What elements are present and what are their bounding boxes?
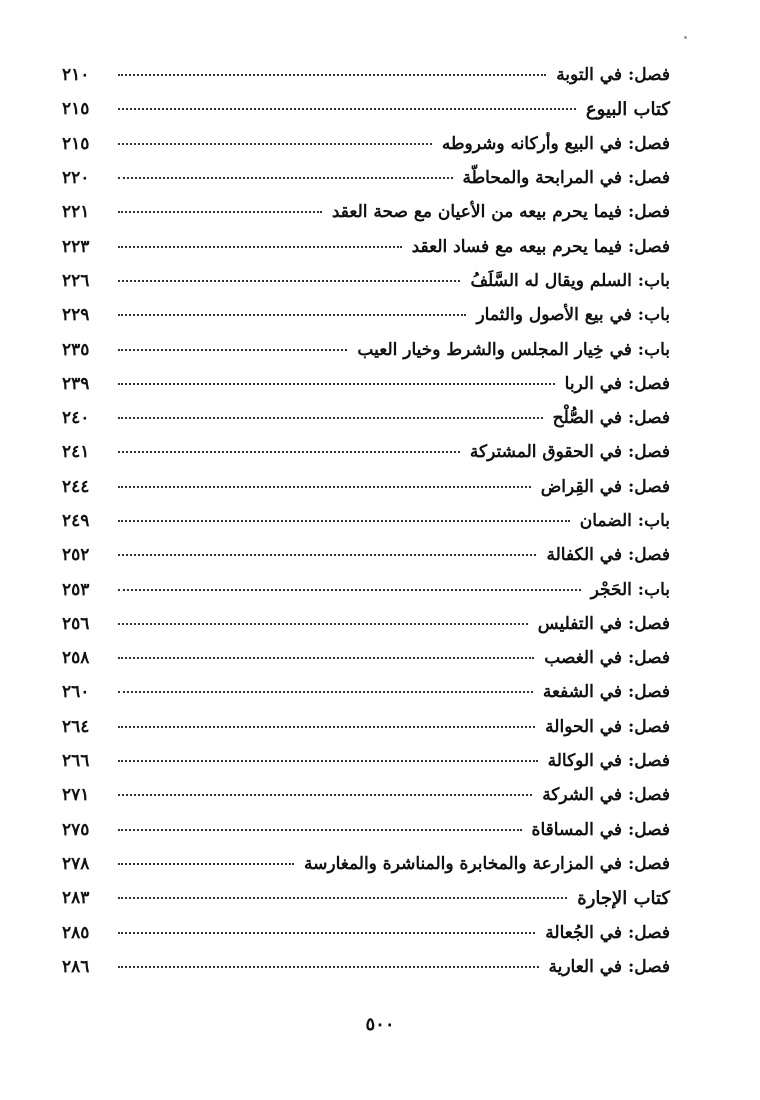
toc-entry-page: ٢٣٩ — [62, 373, 90, 394]
toc-entry — [62, 401, 670, 435]
toc-entry — [62, 127, 670, 161]
toc-entry — [62, 744, 670, 778]
toc-entry-page: ٢١٠ — [62, 65, 90, 86]
toc-entry-page: ٢٢١ — [62, 202, 90, 223]
dot-leader — [118, 177, 453, 179]
dot-leader — [118, 760, 538, 762]
toc-entry-page: ٢٤١ — [62, 442, 90, 463]
toc-entry-page: ٢٥٣ — [62, 579, 90, 600]
toc-entry — [62, 332, 670, 366]
toc-entry-title: باب: الحَجْر — [590, 579, 670, 600]
scan-speck — [684, 36, 687, 39]
toc-entry-page: ٢٢٦ — [62, 270, 90, 291]
dot-leader — [118, 863, 294, 865]
dot-leader — [118, 726, 535, 728]
dot-leader — [118, 691, 533, 693]
toc-entry-title: باب: السلم ويقال له السَّلَفُ — [470, 270, 670, 291]
toc-entry — [62, 367, 670, 401]
toc-entry — [62, 504, 670, 538]
dot-leader — [118, 314, 466, 316]
toc-entry-page: ٢٨٦ — [62, 956, 90, 977]
toc-entry — [62, 92, 670, 126]
toc-entry — [62, 572, 670, 606]
toc-entry — [62, 778, 670, 812]
dot-leader — [118, 246, 402, 248]
toc-entry-title: كتاب البيوع — [585, 98, 670, 120]
toc-entry — [62, 538, 670, 572]
toc-entry-title: فصل: في الحوالة — [545, 716, 670, 737]
toc-entry — [62, 161, 670, 195]
dot-leader — [118, 932, 535, 934]
toc-entry — [62, 710, 670, 744]
dot-leader — [118, 897, 567, 899]
toc-entry-page: ٢٨٥ — [62, 922, 90, 943]
toc-entry — [62, 435, 670, 469]
toc-entry-title: فصل: في المرابحة والمحاطّة — [462, 168, 670, 189]
toc-entry-title: فصل: في الغصب — [544, 648, 670, 669]
dot-leader — [118, 520, 570, 522]
toc-entry-title: كتاب الإجارة — [577, 887, 670, 909]
dot-leader — [118, 794, 532, 796]
toc-entry-title: فصل: في الصُّلْح — [552, 408, 670, 429]
toc-entry-page: ٢٥٢ — [62, 545, 90, 566]
toc-entry — [62, 881, 670, 915]
toc-entry-title: فصل: في البيع وأركانه وشروطه — [441, 133, 670, 154]
toc-entry-title: باب: الضمان — [579, 511, 670, 531]
toc-entry — [62, 229, 670, 263]
toc-entry-page: ٢٥٦ — [62, 613, 90, 634]
toc-entry-page: ٢٤٠ — [62, 408, 90, 429]
toc-entry-title: فصل: في الحقوق المشتركة — [469, 442, 670, 463]
dot-leader — [118, 966, 539, 968]
toc-entry-title: فصل: في التوبة — [556, 65, 670, 86]
toc-entry-page: ٢٦٦ — [62, 751, 90, 772]
toc-entry — [62, 264, 670, 298]
toc-entry-title: فصل: فيما يحرم بيعه من الأعيان مع صحة العقد — [331, 202, 670, 223]
toc-entry-title: فصل: في القِراض — [540, 476, 670, 497]
toc-entry-title: فصل: في العارية — [548, 956, 670, 977]
page-number: ٥٠٠ — [365, 1014, 395, 1035]
dot-leader — [118, 349, 347, 351]
toc-entry — [62, 950, 670, 984]
toc-entry-page: ٢٢٩ — [62, 305, 90, 326]
toc-entry-title: فصل: في الوكالة — [547, 751, 670, 772]
toc-entry-page: ٢١٥ — [62, 133, 90, 154]
toc-entry-title: فصل: في الشركة — [542, 785, 670, 806]
table-of-contents — [62, 58, 670, 984]
toc-entry-title: فصل: في الشفعة — [542, 682, 670, 703]
toc-entry-title: فصل: في التفليس — [537, 613, 670, 634]
toc-entry-title: فصل: في الكفالة — [546, 545, 670, 566]
toc-entry-page: ٢٧٥ — [62, 819, 90, 840]
dot-leader — [118, 451, 460, 453]
dot-leader — [118, 280, 460, 282]
toc-entry-page: ٢٧١ — [62, 785, 90, 806]
toc-entry — [62, 58, 670, 92]
toc-entry — [62, 195, 670, 229]
toc-entry-page: ٢٤٩ — [62, 511, 90, 531]
dot-leader — [118, 486, 531, 488]
dot-leader — [118, 623, 528, 625]
toc-entry-page: ٢٣٥ — [62, 339, 90, 360]
toc-entry-page: ٢٦٠ — [62, 682, 90, 703]
toc-entry-page: ٢٦٤ — [62, 716, 90, 737]
toc-entry-title: فصل: في المزارعة والمخابرة والمناشرة والمغارسة — [304, 853, 670, 874]
toc-entry-page: ٢١٥ — [62, 99, 90, 120]
dot-leader — [118, 657, 534, 659]
dot-leader — [118, 417, 543, 419]
toc-entry-page: ٢٢٠ — [62, 168, 90, 189]
dot-leader — [118, 829, 522, 831]
toc-entry-page: ٢٤٤ — [62, 476, 90, 497]
toc-entry-title: باب: في بيع الأصول والثمار — [476, 305, 670, 326]
toc-entry-page: ٢٧٨ — [62, 853, 90, 874]
toc-entry-page: ٢٥٨ — [62, 648, 90, 669]
dot-leader — [118, 74, 546, 76]
toc-entry-title: فصل: في الجُعالة — [545, 922, 670, 943]
toc-entry-title: باب: في خِيار المجلس والشرط وخيار العيب — [357, 339, 670, 360]
toc-entry — [62, 607, 670, 641]
toc-entry — [62, 470, 670, 504]
dot-leader — [118, 383, 555, 385]
toc-entry-page: ٢٨٣ — [62, 888, 90, 909]
dot-leader — [118, 554, 536, 556]
toc-entry-page: ٢٢٣ — [62, 236, 90, 257]
dot-leader — [118, 108, 576, 110]
toc-entry — [62, 915, 670, 949]
dot-leader — [118, 589, 581, 591]
toc-entry — [62, 641, 670, 675]
toc-entry — [62, 813, 670, 847]
toc-entry — [62, 847, 670, 881]
toc-entry-title: فصل: في الربا — [564, 373, 670, 394]
toc-entry — [62, 675, 670, 709]
toc-entry — [62, 298, 670, 332]
toc-entry-title: فصل: فيما يحرم بيعه مع فساد العقد — [411, 236, 670, 257]
dot-leader — [118, 143, 432, 145]
toc-entry-title: فصل: في المساقاة — [531, 819, 670, 840]
dot-leader — [118, 211, 322, 213]
